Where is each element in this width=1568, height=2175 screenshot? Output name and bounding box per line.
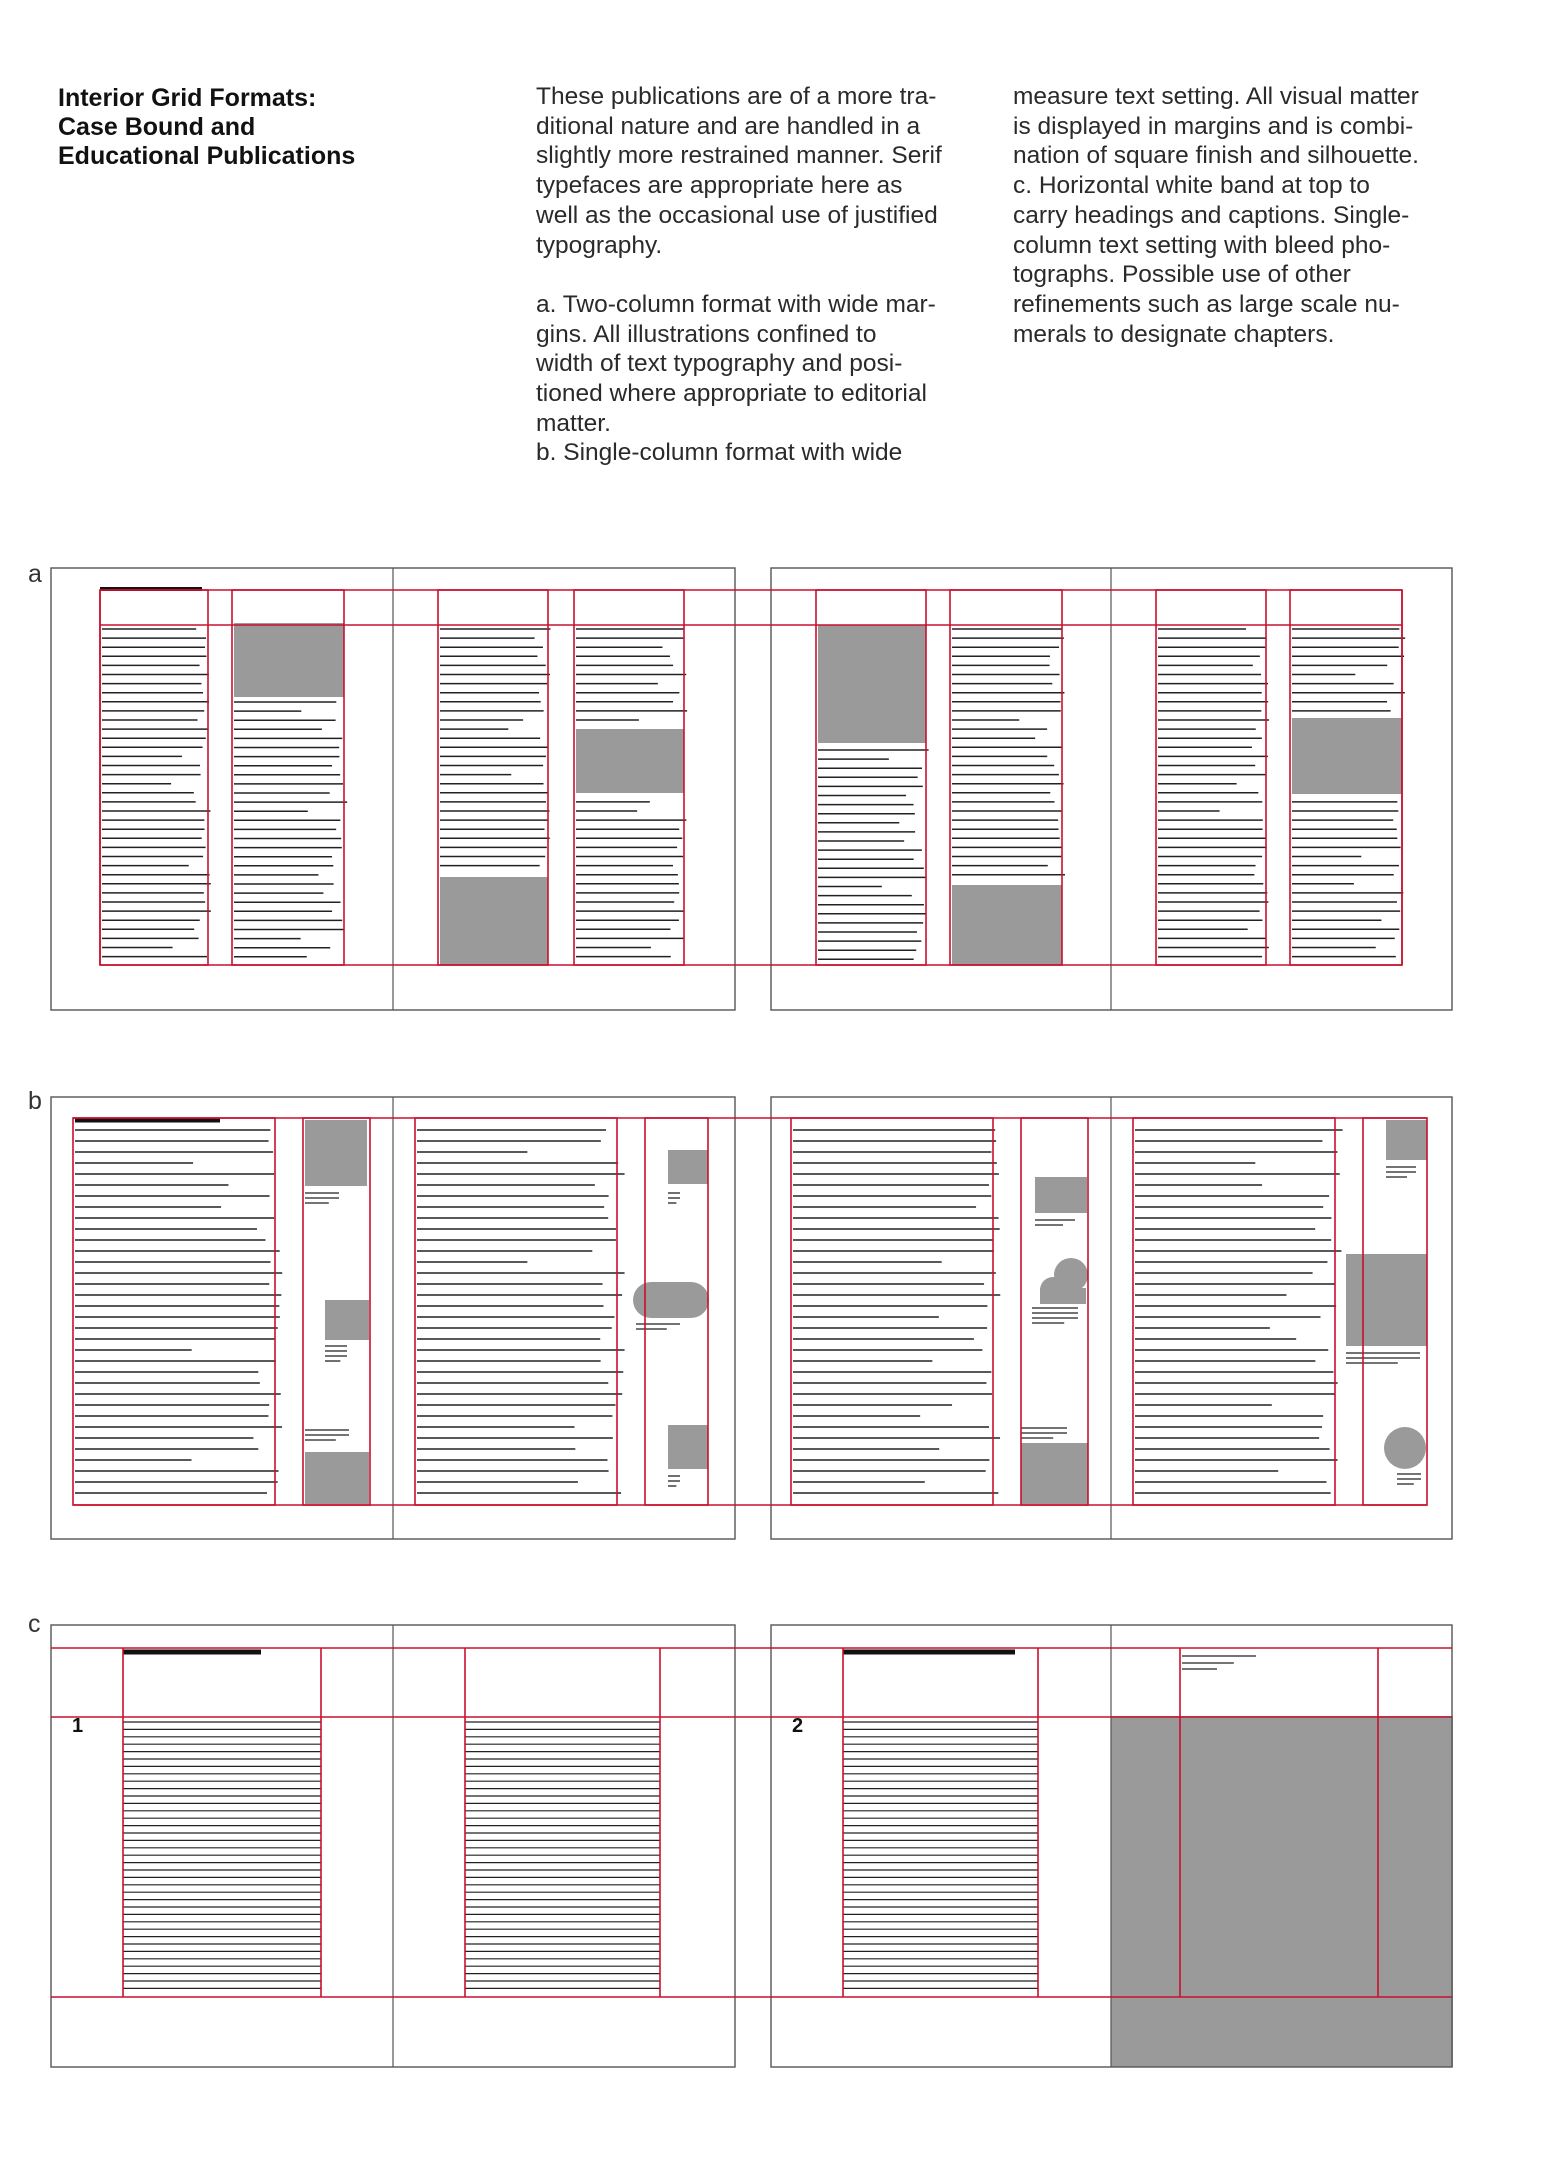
image-block [1021,1443,1088,1504]
grid-column [100,590,208,965]
body-line: c. Horizontal white band at top to [1013,172,1370,200]
image-block [234,623,344,697]
body-line: column text setting with bleed pho- [1013,231,1391,259]
body-line: nation of square finish and silhouette. [1013,142,1419,170]
image-block [668,1425,708,1469]
numerals-layer [72,1715,803,1737]
heading-line-3: Educational Publications [58,142,356,170]
image-block [305,1452,369,1504]
diagram-label-b: b [28,1087,42,1115]
image-block [818,625,926,743]
body-line: tographs. Possible use of other [1013,261,1351,289]
body-line: slightly more restrained manner. Serif [536,142,942,170]
body-line: measure text setting. All visual matter [1013,83,1419,110]
image-block [1035,1177,1087,1213]
body-line: gins. All illustrations confined to [536,320,877,348]
image-block [952,885,1062,965]
image-block [1040,1288,1086,1304]
body-line: refinements such as large scale nu- [1013,290,1400,318]
grid-column [415,1118,617,1505]
body-line: well as the occasional use of justified [536,201,938,229]
heading-line-2: Case Bound and [58,113,256,141]
silhouette-image [1384,1427,1426,1469]
grid-column [1156,590,1266,965]
chapter-numeral-1: 1 [72,1715,84,1737]
heading-line-1: Interior Grid Formats: [58,84,317,112]
body-line: tioned where appropriate to editorial [536,380,927,408]
image-block [1386,1120,1427,1160]
body-line: These publications are of a more tra- [536,83,937,110]
diagram-label-c: c [28,1610,41,1638]
image-block [1346,1254,1427,1346]
body-line: typefaces are appropriate here as [536,172,903,200]
body-line: a. Two-column format with wide mar- [536,290,936,318]
image-block [1111,1716,1453,2067]
body-line: typography. [536,231,663,259]
body-line: carry headings and captions. Single- [1013,201,1410,229]
grid-column [73,1118,275,1505]
body-line: width of text typography and posi- [536,350,903,378]
body-line: is displayed in margins and is combi- [1013,112,1414,140]
body-line: merals to designate chapters. [1013,320,1335,348]
body-line: matter. [536,409,611,437]
grid-column [791,1118,993,1505]
chapter-numeral-2: 2 [792,1715,804,1737]
image-block [1292,718,1402,794]
image-block [440,877,548,965]
image-block [668,1150,708,1184]
diagram-label-a: a [28,560,42,588]
image-block [305,1120,367,1186]
body-line: b. Single-column format with wide [536,439,903,467]
body-line: ditional nature and are handled in a [536,112,921,140]
image-block [325,1300,369,1340]
image-block [576,729,684,793]
grid-column [1133,1118,1335,1505]
